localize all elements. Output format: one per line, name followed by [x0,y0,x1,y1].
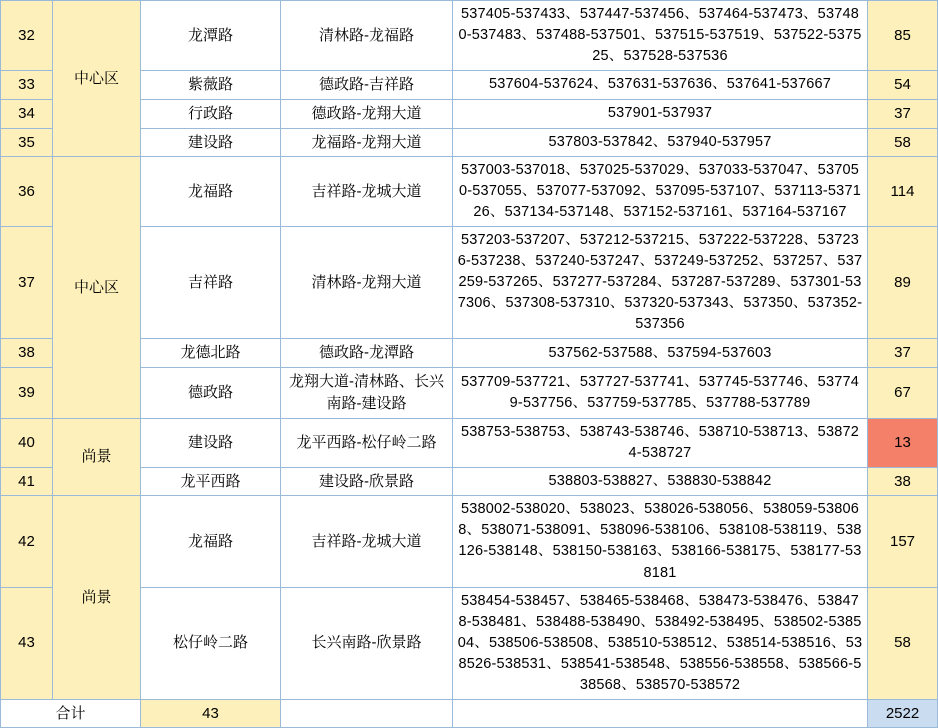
row-segment: 清林路-龙福路 [281,1,453,71]
row-segment: 德政路-吉祥路 [281,71,453,100]
row-count: 67 [868,368,938,419]
row-count: 85 [868,1,938,71]
table-row [1,227,938,339]
row-index: 33 [1,71,53,100]
row-area: 中心区 [53,157,141,418]
row-numbers: 537803-537842、537940-537957 [453,128,868,157]
table-row [1,496,938,587]
row-road: 龙福路 [141,496,281,587]
row-count: 38 [868,467,938,496]
row-numbers: 538753-538753、538743-538746、538710-538713、538724-538727 [453,418,868,467]
row-segment: 建设路-欣景路 [281,467,453,496]
row-count: 13 [868,418,938,467]
row-segment: 龙福路-龙翔大道 [281,128,453,157]
row-numbers: 538803-538827、538830-538842 [453,467,868,496]
row-segment: 龙平西路-松仔岭二路 [281,418,453,467]
row-numbers: 538454-538457、538465-538468、538473-538476、538478-538481、538488-538490、538492-538495、538502-538504、538506-538508、538510-538512、538514-538516、538526-538531、538541-538548、538556-538558、538566-538568、538570-538572 [453,587,868,699]
table-row [1,587,938,699]
row-numbers: 537562-537588、537594-537603 [453,339,868,368]
row-numbers: 537003-537018、537025-537029、537033-537047、537050-537055、537077-537092、537095-537107、537113-537126、537134-537148、537152-537161、537164-537167 [453,157,868,227]
row-road: 德政路 [141,368,281,419]
row-numbers: 538002-538020、538023、538026-538056、538059-538068、538071-538091、538096-538106、538108-538119、538126-538148、538150-538163、538166-538175、538177-538181 [453,496,868,587]
total-segment-blank [281,699,453,728]
table-row [1,418,938,467]
row-index: 32 [1,1,53,71]
row-index: 43 [1,587,53,699]
table-body [1,1,938,728]
row-index: 37 [1,227,53,339]
total-label: 合计 [1,699,141,728]
row-index: 36 [1,157,53,227]
row-road: 龙潭路 [141,1,281,71]
row-road: 龙德北路 [141,339,281,368]
row-count: 114 [868,157,938,227]
row-area: 尚景 [53,496,141,699]
row-numbers: 537901-537937 [453,99,868,128]
row-segment: 长兴南路-欣景路 [281,587,453,699]
row-segment: 吉祥路-龙城大道 [281,496,453,587]
row-index: 38 [1,339,53,368]
total-numbers-blank [453,699,868,728]
row-road: 行政路 [141,99,281,128]
row-numbers: 537405-537433、537447-537456、537464-537473、537480-537483、537488-537501、537515-537519、537522-537525、537528-537536 [453,1,868,71]
row-count: 58 [868,128,938,157]
row-segment: 清林路-龙翔大道 [281,227,453,339]
row-count: 37 [868,99,938,128]
row-segment: 德政路-龙潭路 [281,339,453,368]
row-road: 吉祥路 [141,227,281,339]
row-road: 紫薇路 [141,71,281,100]
table-row [1,368,938,419]
total-row [1,699,938,728]
table-row [1,1,938,71]
row-index: 35 [1,128,53,157]
row-area: 中心区 [53,1,141,157]
row-road: 松仔岭二路 [141,587,281,699]
row-count: 89 [868,227,938,339]
table-row [1,157,938,227]
table-row [1,339,938,368]
row-road: 龙福路 [141,157,281,227]
total-count: 2522 [868,699,938,728]
table-row [1,71,938,100]
row-index: 42 [1,496,53,587]
table-row [1,467,938,496]
total-road-count: 43 [141,699,281,728]
row-segment: 吉祥路-龙城大道 [281,157,453,227]
row-count: 37 [868,339,938,368]
row-index: 39 [1,368,53,419]
row-numbers: 537709-537721、537727-537741、537745-537746、537749-537756、537759-537785、537788-537789 [453,368,868,419]
row-road: 龙平西路 [141,467,281,496]
table-row [1,99,938,128]
row-segment: 德政路-龙翔大道 [281,99,453,128]
row-numbers: 537604-537624、537631-537636、537641-537667 [453,71,868,100]
row-count: 58 [868,587,938,699]
row-numbers: 537203-537207、537212-537215、537222-537228、537236-537238、537240-537247、537249-537252、537257、537259-537265、537277-537284、537287-537289、537301-537306、537308-537310、537320-537343、537350、537352-537356 [453,227,868,339]
row-area: 尚景 [53,418,141,496]
row-segment: 龙翔大道-清林路、长兴南路-建设路 [281,368,453,419]
row-road: 建设路 [141,418,281,467]
row-index: 41 [1,467,53,496]
row-count: 54 [868,71,938,100]
row-count: 157 [868,496,938,587]
row-index: 34 [1,99,53,128]
table-row [1,128,938,157]
row-road: 建设路 [141,128,281,157]
row-index: 40 [1,418,53,467]
